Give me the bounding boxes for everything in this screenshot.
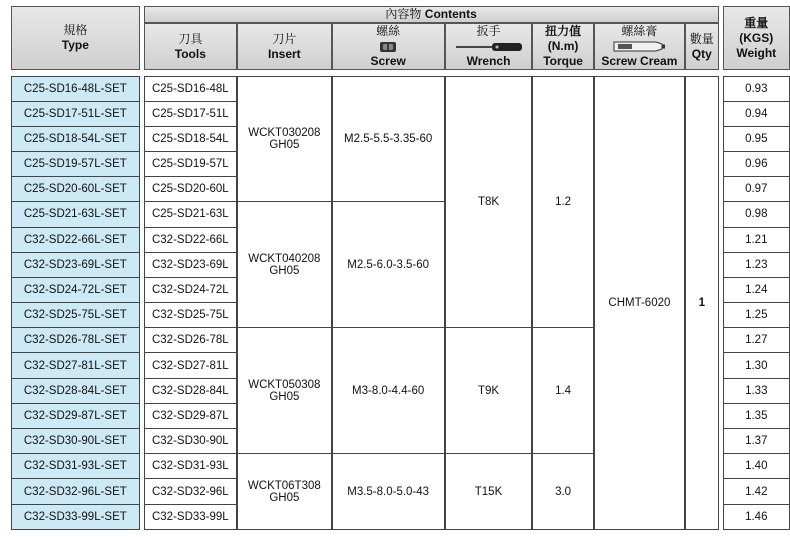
torque-cell: 1.2 [532,76,594,328]
spec-table-wrapper [11,6,790,530]
weight-cell: 1.35 [723,404,790,429]
insert-model: WCKT030208 [248,127,321,140]
type-header-zh: 規格 [63,23,88,37]
type-cell: C32-SD31-93L-SET [11,454,140,479]
insert-model: WCKT040208 [248,252,321,265]
insert-grade: GH05 [269,390,300,403]
type-cell: C32-SD24-72L-SET [11,278,140,303]
weight-cell: 1.27 [723,328,790,353]
tool-cell: C32-SD25-75L [144,303,238,328]
weight-cell: 1.33 [723,379,790,404]
type-cell: C32-SD26-78L-SET [11,328,140,353]
qty-header: 數量 Qty [685,23,719,70]
screw-cell: M2.5-5.5-3.35-60 [332,76,445,202]
tool-cell: C25-SD19-57L [144,152,238,177]
tool-cell: C32-SD31-93L [144,454,238,479]
weight-cell: 0.97 [723,177,790,202]
screw-cream-header: 螺絲膏 Screw Cream [594,23,685,70]
weight-cell: 1.40 [723,454,790,479]
weight-cell: 1.24 [723,278,790,303]
type-cell: C32-SD32-96L-SET [11,479,140,504]
tool-cell: C25-SD17-51L [144,102,238,127]
type-cell: C32-SD23-69L-SET [11,253,140,278]
type-cell: C25-SD18-54L-SET [11,127,140,152]
wrench-header: 扳手 Wrench [445,23,533,70]
type-cell: C25-SD21-63L-SET [11,202,140,227]
torque-cell: 3.0 [532,454,594,530]
weight-cell: 1.23 [723,253,790,278]
tool-cell: C32-SD30-90L [144,429,238,454]
screw-cell: M2.5-6.0-3.5-60 [332,202,445,328]
tool-cell: C25-SD20-60L [144,177,238,202]
screw-cream-tube-icon [612,40,666,53]
wrench-cell: T15K [445,454,533,530]
type-cell: C32-SD30-90L-SET [11,429,140,454]
spec-table [11,6,790,530]
tool-cell: C32-SD29-87L [144,404,238,429]
weight-header: 重量 (KGS) Weight [723,6,790,70]
weight-cell: 0.95 [723,127,790,152]
weight-cell: 0.96 [723,152,790,177]
weight-cell: 1.46 [723,505,790,530]
weight-cell: 1.37 [723,429,790,454]
type-cell: C25-SD16-48L-SET [11,76,140,102]
tool-cell: C32-SD28-84L [144,379,238,404]
weight-cell: 0.98 [723,202,790,227]
type-cell: C25-SD17-51L-SET [11,102,140,127]
type-cell: C25-SD19-57L-SET [11,152,140,177]
tool-cell: C32-SD23-69L [144,253,238,278]
torque-header: 扭力值 (N.m) Torque [532,23,594,70]
screw-cell: M3.5-8.0-5.0-43 [332,454,445,530]
screw-icon [379,40,397,54]
weight-cell: 0.93 [723,76,790,102]
tool-cell: C32-SD22-66L [144,228,238,253]
insert-cell [237,454,332,530]
screw-cell: M3-8.0-4.4-60 [332,328,445,454]
wrench-cell: T8K [445,76,533,328]
torque-cell: 1.4 [532,328,594,454]
type-header [11,6,140,70]
weight-cell: 1.42 [723,479,790,504]
contents-header: 內容物 Contents [144,6,719,23]
insert-cell [237,76,332,202]
tool-cell: C32-SD33-99L [144,505,238,530]
weight-cell: 1.30 [723,353,790,378]
insert-model: WCKT050308 [248,378,321,391]
tool-cell: C25-SD21-63L [144,202,238,227]
weight-cell: 1.21 [723,228,790,253]
screw-header: 螺絲 Screw [332,23,445,70]
insert-grade: GH05 [269,139,300,152]
type-cell: C32-SD22-66L-SET [11,228,140,253]
insert-grade: GH05 [269,264,300,277]
tools-header: 刀具 Tools [144,23,238,70]
type-cell: C32-SD28-84L-SET [11,379,140,404]
insert-cell [237,328,332,454]
tool-cell: C32-SD26-78L [144,328,238,353]
insert-grade: GH05 [269,491,300,504]
insert-header: 刀片 Insert [237,23,332,70]
type-header-en: Type [61,38,89,52]
insert-model: WCKT06T308 [247,479,321,492]
type-cell: C32-SD29-87L-SET [11,404,140,429]
type-cell: C32-SD27-81L-SET [11,353,140,378]
tool-cell: C32-SD24-72L [144,278,238,303]
type-cell: C32-SD25-75L-SET [11,303,140,328]
tool-cell: C25-SD16-48L [144,76,238,102]
table-row [11,76,790,102]
wrench-icon [454,42,524,52]
tool-cell: C32-SD27-81L [144,353,238,378]
type-cell: C32-SD33-99L-SET [11,505,140,530]
tool-cell: C25-SD18-54L [144,127,238,152]
weight-cell: 1.25 [723,303,790,328]
tool-cell: C32-SD32-96L [144,479,238,504]
weight-cell: 0.94 [723,102,790,127]
wrench-cell: T9K [445,328,533,454]
screw-cream-cell: CHMT-6020 [594,76,685,530]
type-cell: C25-SD20-60L-SET [11,177,140,202]
insert-cell [237,202,332,328]
qty-cell: 1 [685,76,719,530]
